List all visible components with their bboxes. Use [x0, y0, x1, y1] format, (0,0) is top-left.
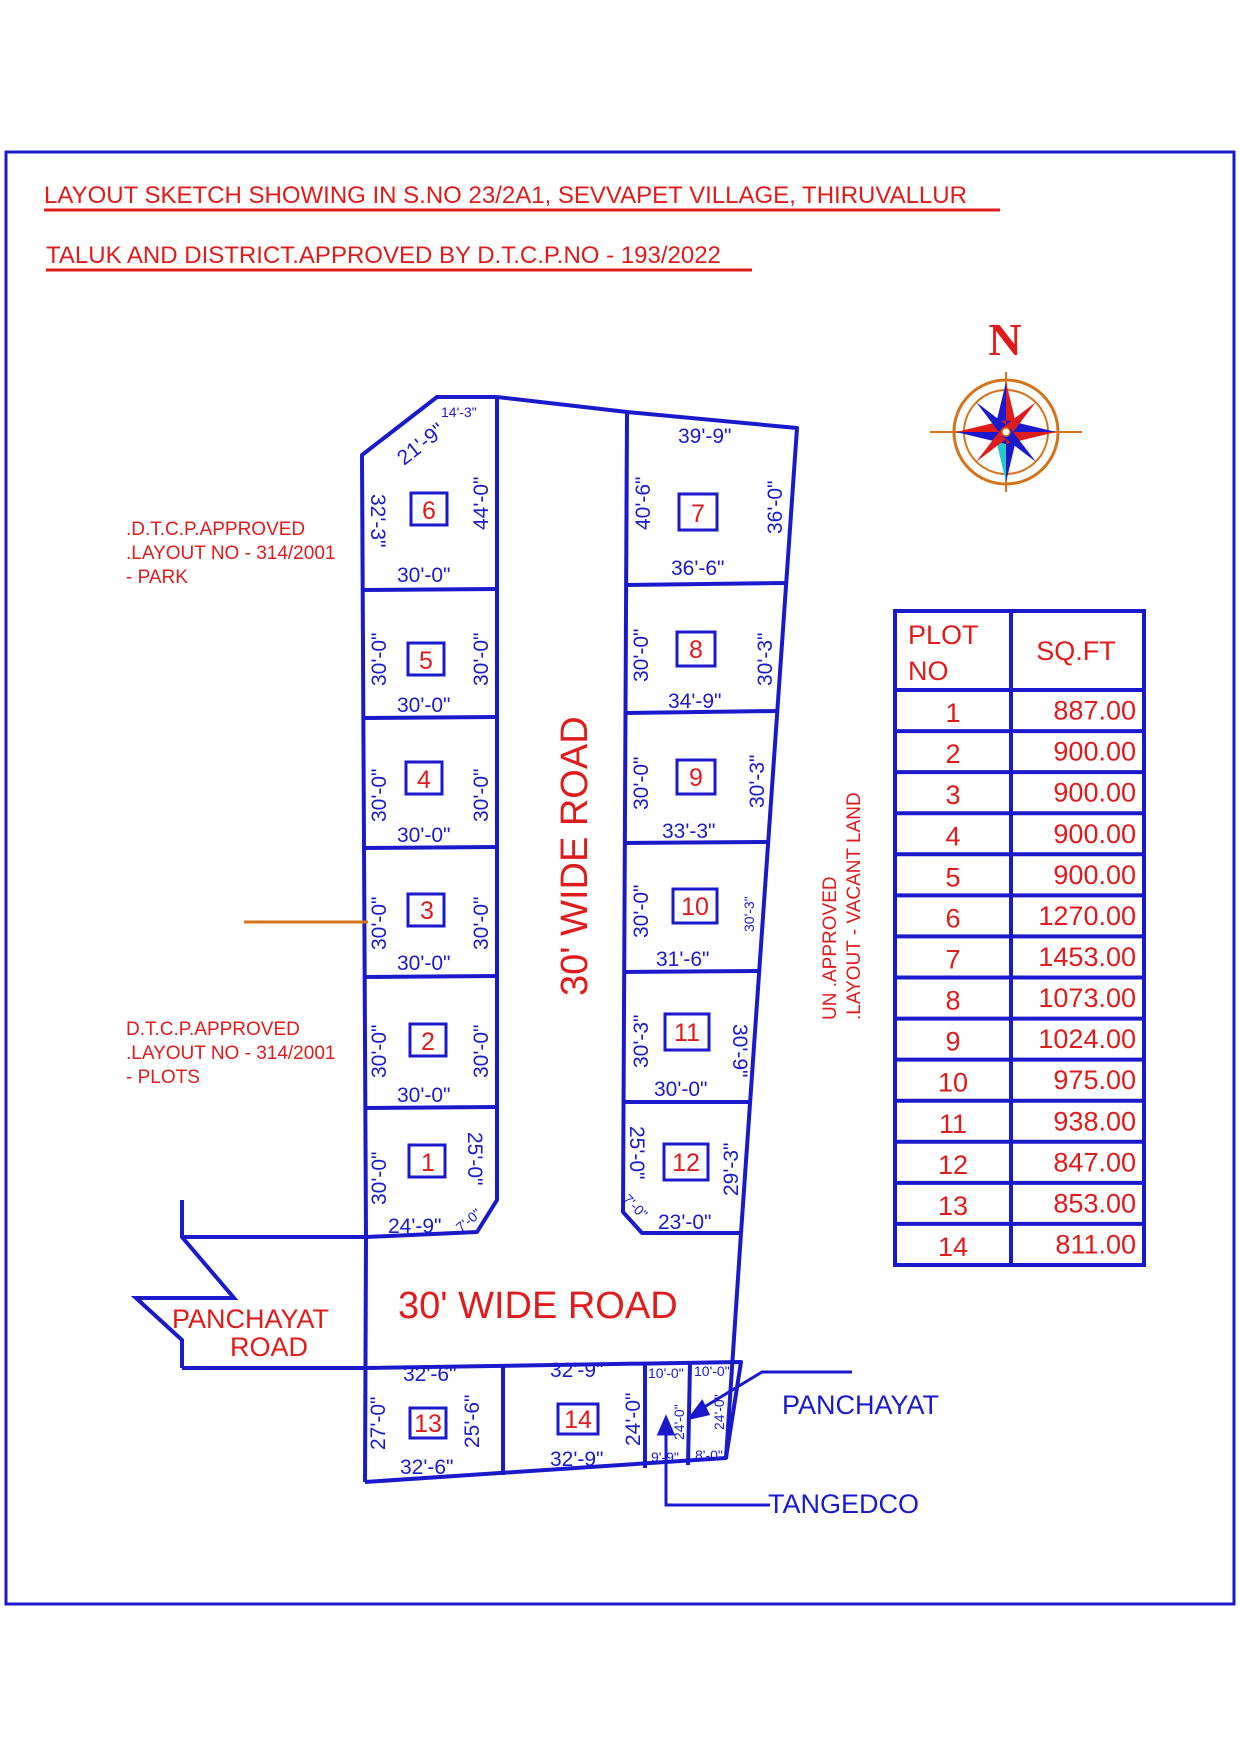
table-cell-plot-no: 6 [945, 903, 961, 934]
svg-text:36'-6": 36'-6" [671, 557, 725, 580]
table-cell-sqft: 900.00 [1053, 859, 1136, 890]
svg-text:30'-0": 30'-0" [397, 952, 451, 975]
panchayat-road-label-2: ROAD [230, 1332, 309, 1362]
plot-number-14: 14 [564, 1406, 592, 1434]
table-cell-sqft: 1024.00 [1038, 1024, 1136, 1055]
svg-text:24'-0": 24'-0" [622, 1392, 645, 1446]
table-cell-plot-no: 2 [945, 739, 961, 770]
svg-text:29'-3": 29'-3" [720, 1142, 743, 1196]
svg-text:30'-0": 30'-0" [368, 768, 391, 822]
svg-text:30'-3": 30'-3" [741, 896, 757, 932]
svg-text:- PLOTS: - PLOTS [126, 1067, 200, 1088]
horizontal-road-label: 30' WIDE ROAD [398, 1285, 678, 1327]
area-table [895, 611, 1144, 1265]
svg-text:39'-9": 39'-9" [678, 425, 732, 448]
plot-number-6: 6 [422, 497, 436, 525]
svg-text:14'-3": 14'-3" [441, 404, 477, 420]
table-cell-sqft: 847.00 [1053, 1147, 1136, 1178]
svg-text:30'-3": 30'-3" [754, 632, 777, 686]
plot-number-9: 9 [689, 764, 703, 792]
svg-text:.LAYOUT NO - 314/2001: .LAYOUT NO - 314/2001 [126, 543, 336, 564]
panchayat-label: PANCHAYAT [782, 1390, 940, 1420]
page-border [6, 152, 1234, 1604]
svg-text:25'-0": 25'-0" [463, 1132, 486, 1186]
svg-text:30'-3": 30'-3" [630, 1014, 653, 1068]
svg-text:D.T.C.P.APPROVED: D.T.C.P.APPROVED [126, 1019, 300, 1040]
svg-text:30'-0": 30'-0" [368, 1024, 391, 1078]
plot-number-12: 12 [672, 1149, 700, 1177]
table-cell-sqft: 900.00 [1053, 777, 1136, 808]
svg-text:36'-0": 36'-0" [764, 480, 787, 534]
svg-text:7'-0": 7'-0" [452, 1205, 485, 1236]
table-cell-sqft: 1270.00 [1038, 900, 1136, 931]
table-header-sqft: SQ.FT [1036, 636, 1116, 666]
plot-number-7: 7 [691, 500, 705, 528]
svg-text:24'-0": 24'-0" [711, 1394, 727, 1430]
svg-text:32'-3": 32'-3" [366, 494, 389, 548]
svg-text:30'-0": 30'-0" [397, 1084, 451, 1107]
plot-number-5: 5 [419, 647, 433, 675]
svg-text:25'-6": 25'-6" [461, 1394, 484, 1448]
svg-text:8'-0": 8'-0" [695, 1447, 723, 1463]
svg-text:UN .APPROVED: UN .APPROVED [820, 876, 841, 1020]
svg-text:31'-6": 31'-6" [656, 948, 710, 971]
plot-number-13: 13 [414, 1410, 442, 1438]
svg-text:.LAYOUT NO - 314/2001: .LAYOUT NO - 314/2001 [126, 1043, 336, 1064]
table-header-plot: PLOT [908, 620, 979, 650]
svg-text:7'-0": 7'-0" [619, 1190, 651, 1222]
svg-text:24'-0": 24'-0" [671, 1404, 687, 1440]
svg-text:24'-9": 24'-9" [388, 1215, 442, 1238]
compass-icon [930, 314, 1082, 492]
note-unapproved [820, 792, 865, 1020]
table-cell-plot-no: 7 [945, 944, 961, 975]
table-cell-plot-no: 5 [945, 862, 961, 893]
table-cell-sqft: 853.00 [1053, 1188, 1136, 1219]
title-line-1: LAYOUT SKETCH SHOWING IN S.NO 23/2A1, SEVVAPET VILLAGE, THIRUVALLUR [44, 182, 967, 209]
table-cell-plot-no: 10 [937, 1067, 969, 1098]
plot-number-10: 10 [681, 893, 709, 921]
table-cell-plot-no: 9 [945, 1026, 961, 1057]
svg-text:10'-0": 10'-0" [694, 1363, 730, 1379]
panchayat-road-label-1: PANCHAYAT [172, 1304, 330, 1334]
plot-number-1: 1 [421, 1149, 435, 1177]
plot-number-3: 3 [420, 897, 434, 925]
table-cell-plot-no: 8 [945, 985, 961, 1016]
svg-text:44'-0": 44'-0" [470, 476, 493, 530]
svg-text:33'-3": 33'-3" [662, 820, 716, 843]
table-cell-plot-no: 11 [938, 1108, 968, 1139]
svg-text:25'-0": 25'-0" [625, 1126, 648, 1180]
svg-text:- PARK: - PARK [126, 567, 188, 588]
note-plots [126, 1019, 335, 1088]
table-cell-plot-no: 13 [937, 1190, 969, 1221]
table-cell-plot-no: 1 [945, 698, 961, 729]
table-header-no: NO [908, 656, 949, 686]
svg-text:30'-0": 30'-0" [630, 884, 653, 938]
svg-text:27'-0": 27'-0" [367, 1396, 390, 1450]
tangedco-label: TANGEDCO [768, 1489, 920, 1519]
table-cell-sqft: 938.00 [1053, 1106, 1136, 1137]
table-cell-plot-no: 12 [937, 1149, 969, 1180]
svg-text:21'-9": 21'-9" [392, 418, 450, 470]
svg-text:30'-0": 30'-0" [368, 632, 391, 686]
note-park [126, 519, 335, 588]
svg-text:32'-9": 32'-9" [550, 1359, 604, 1382]
table-cell-sqft: 1453.00 [1038, 942, 1136, 972]
title-line-2: TALUK AND DISTRICT.APPROVED BY D.T.C.P.NO - 193/2022 [46, 242, 721, 269]
svg-text:30'-3": 30'-3" [746, 754, 769, 808]
svg-text:40'-6": 40'-6" [632, 476, 655, 530]
svg-text:30'-0": 30'-0" [654, 1078, 708, 1101]
svg-text:30'-0": 30'-0" [397, 564, 451, 587]
svg-text:23'-0": 23'-0" [658, 1211, 712, 1234]
svg-text:30'-0": 30'-0" [397, 694, 451, 717]
table-cell-plot-no: 4 [945, 821, 961, 852]
table-cell-sqft: 887.00 [1053, 695, 1136, 726]
svg-text:32'-6": 32'-6" [400, 1456, 454, 1479]
road-break-icon [136, 1200, 234, 1368]
plot-number-11: 11 [674, 1019, 700, 1047]
dimensions-left-block [366, 404, 493, 1238]
table-cell-sqft: 975.00 [1053, 1065, 1136, 1096]
svg-text:30'-0": 30'-0" [397, 824, 451, 847]
svg-text:32'-6": 32'-6" [403, 1363, 457, 1386]
table-cell-plot-no: 14 [937, 1231, 969, 1262]
svg-text:30'-0": 30'-0" [470, 1024, 493, 1078]
dimensions-right-block [620, 425, 787, 1234]
plot-number-2: 2 [421, 1028, 435, 1056]
svg-text:30'-0": 30'-0" [470, 896, 493, 950]
svg-text:30'-0": 30'-0" [368, 1151, 391, 1205]
svg-text:10'-0": 10'-0" [648, 1365, 684, 1381]
svg-text:30'-9": 30'-9" [728, 1024, 751, 1078]
svg-text:9'-9": 9'-9" [651, 1449, 679, 1465]
svg-text:30'-0": 30'-0" [470, 632, 493, 686]
table-cell-sqft: 900.00 [1053, 736, 1136, 767]
table-cell-sqft: 900.00 [1053, 818, 1136, 849]
svg-text:30'-0": 30'-0" [368, 896, 391, 950]
svg-text:30'-0": 30'-0" [630, 628, 653, 682]
table-cell-sqft: 1073.00 [1038, 983, 1136, 1014]
svg-text:30'-0": 30'-0" [470, 768, 493, 822]
svg-text:.LAYOUT - VACANT LAND: .LAYOUT - VACANT LAND [844, 792, 865, 1020]
vertical-road-label: 30' WIDE ROAD [554, 716, 596, 996]
table-cell-plot-no: 3 [945, 780, 961, 811]
plot-number-4: 4 [417, 766, 431, 794]
north-label: N [988, 314, 1022, 365]
plot-number-8: 8 [689, 636, 703, 664]
table-cell-sqft: 811.00 [1055, 1229, 1136, 1260]
svg-text:30'-0": 30'-0" [630, 756, 653, 810]
svg-text:34'-9": 34'-9" [668, 690, 722, 713]
svg-text:.D.T.C.P.APPROVED: .D.T.C.P.APPROVED [126, 519, 306, 540]
svg-text:32'-9": 32'-9" [550, 1448, 604, 1471]
